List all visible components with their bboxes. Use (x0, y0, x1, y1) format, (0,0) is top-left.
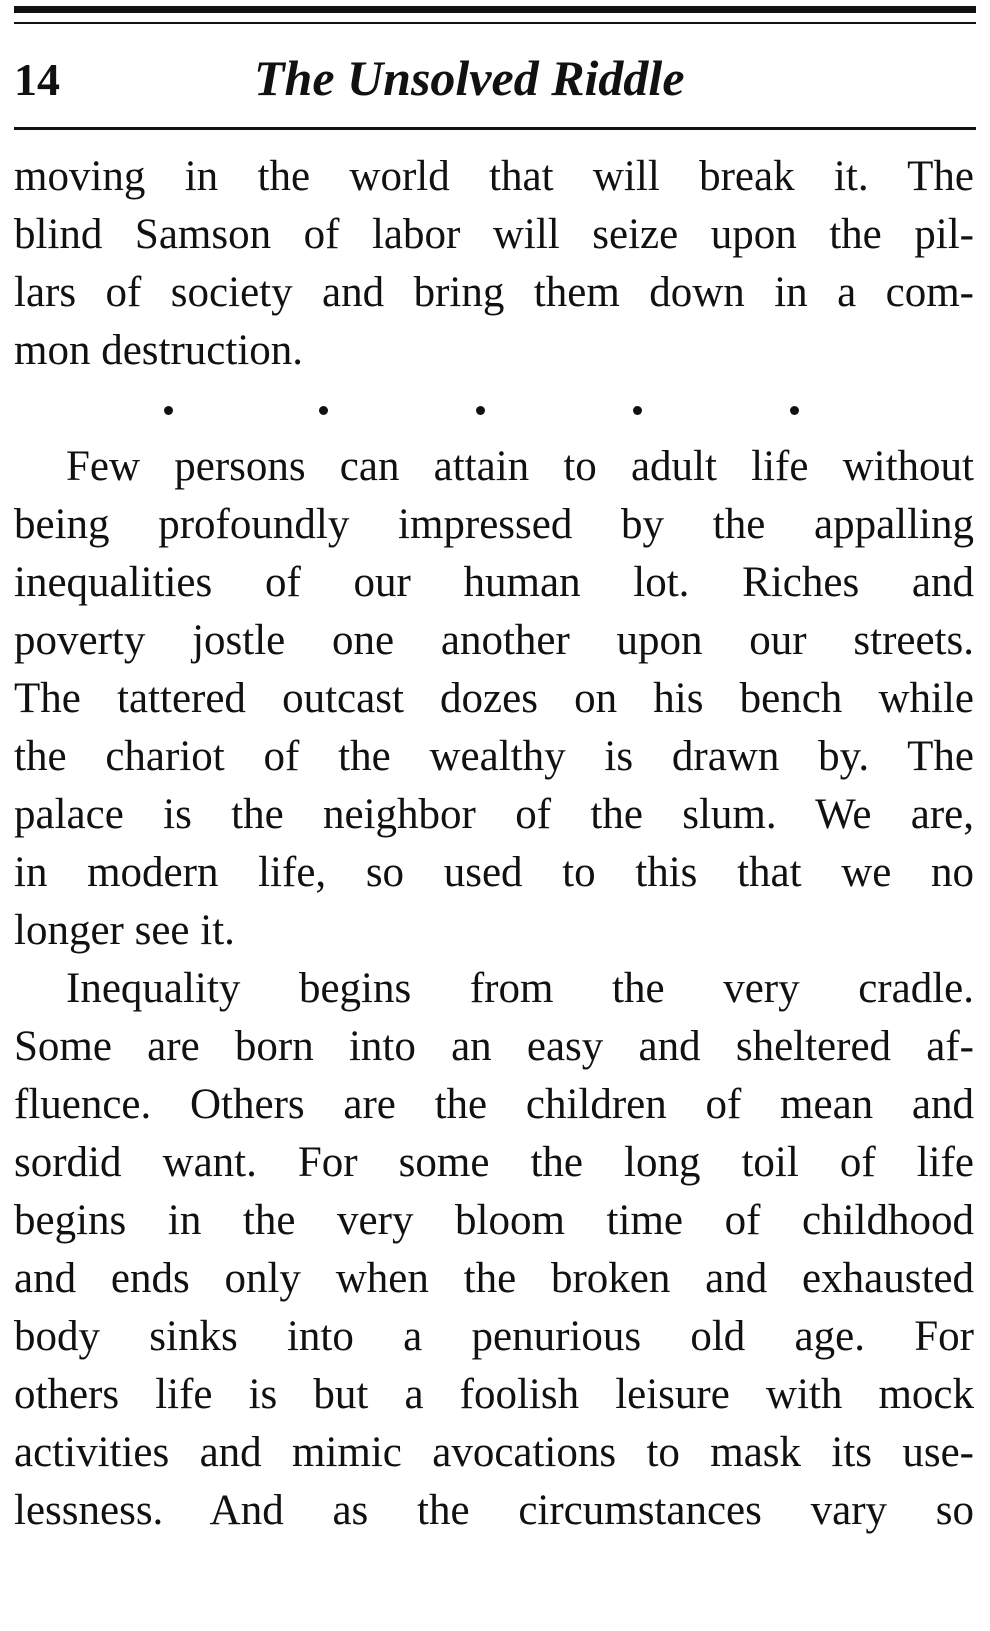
text-line: The tattered outcast dozes on his bench while (14, 675, 974, 722)
text-line: being profoundly impressed by the appalling (14, 501, 974, 548)
text-line: and ends only when the broken and exhausted (14, 1255, 974, 1302)
paragraph-1 (14, 148, 974, 380)
text-line: fluence. Others are the children of mean and (14, 1081, 974, 1128)
separator-dot (790, 406, 799, 415)
text-line: sordid want. For some the long toil of life (14, 1139, 974, 1186)
text-line: the chariot of the wealthy is drawn by. The (14, 733, 974, 780)
separator-dot (476, 406, 485, 415)
text-line: Inequality begins from the very cradle. (66, 965, 974, 1012)
paragraph-2 (14, 438, 974, 960)
book-title: The Unsolved Riddle (254, 50, 685, 106)
text-line: inequalities of our human lot. Riches and (14, 559, 974, 606)
text-line: blind Samson of labor will seize upon the pil- (14, 211, 974, 258)
text-line: activities and mimic avocations to mask its use- (14, 1429, 974, 1476)
text-line: lessness. And as the circumstances vary so (14, 1487, 974, 1534)
body-text (14, 148, 974, 1540)
text-line: Some are born into an easy and sheltered af- (14, 1023, 974, 1070)
paragraph-3 (14, 960, 974, 1540)
text-line: moving in the world that will break it. The (14, 153, 974, 200)
text-line: in modern life, so used to this that we no (14, 849, 974, 896)
text-line: poverty jostle one another upon our streets. (14, 617, 974, 664)
text-line: palace is the neighbor of the slum. We are, (14, 791, 974, 838)
top-border-rule-thin (14, 22, 976, 24)
header-rule (14, 127, 976, 130)
text-line: body sinks into a penurious old age. For (14, 1313, 974, 1360)
separator-dot (319, 406, 328, 415)
separator-dot (164, 406, 173, 415)
text-line: Few persons can attain to adult life without (66, 443, 974, 490)
running-head (14, 44, 976, 114)
text-line: longer see it. (14, 907, 235, 954)
top-border-rule (14, 6, 976, 13)
page-number: 14 (14, 54, 60, 105)
text-line: lars of society and bring them down in a com- (14, 269, 974, 316)
section-separator (14, 380, 974, 438)
text-line: mon destruction. (14, 327, 304, 374)
separator-dot (633, 406, 642, 415)
text-line: others life is but a foolish leisure with mock (14, 1371, 974, 1418)
text-line: begins in the very bloom time of childhood (14, 1197, 974, 1244)
